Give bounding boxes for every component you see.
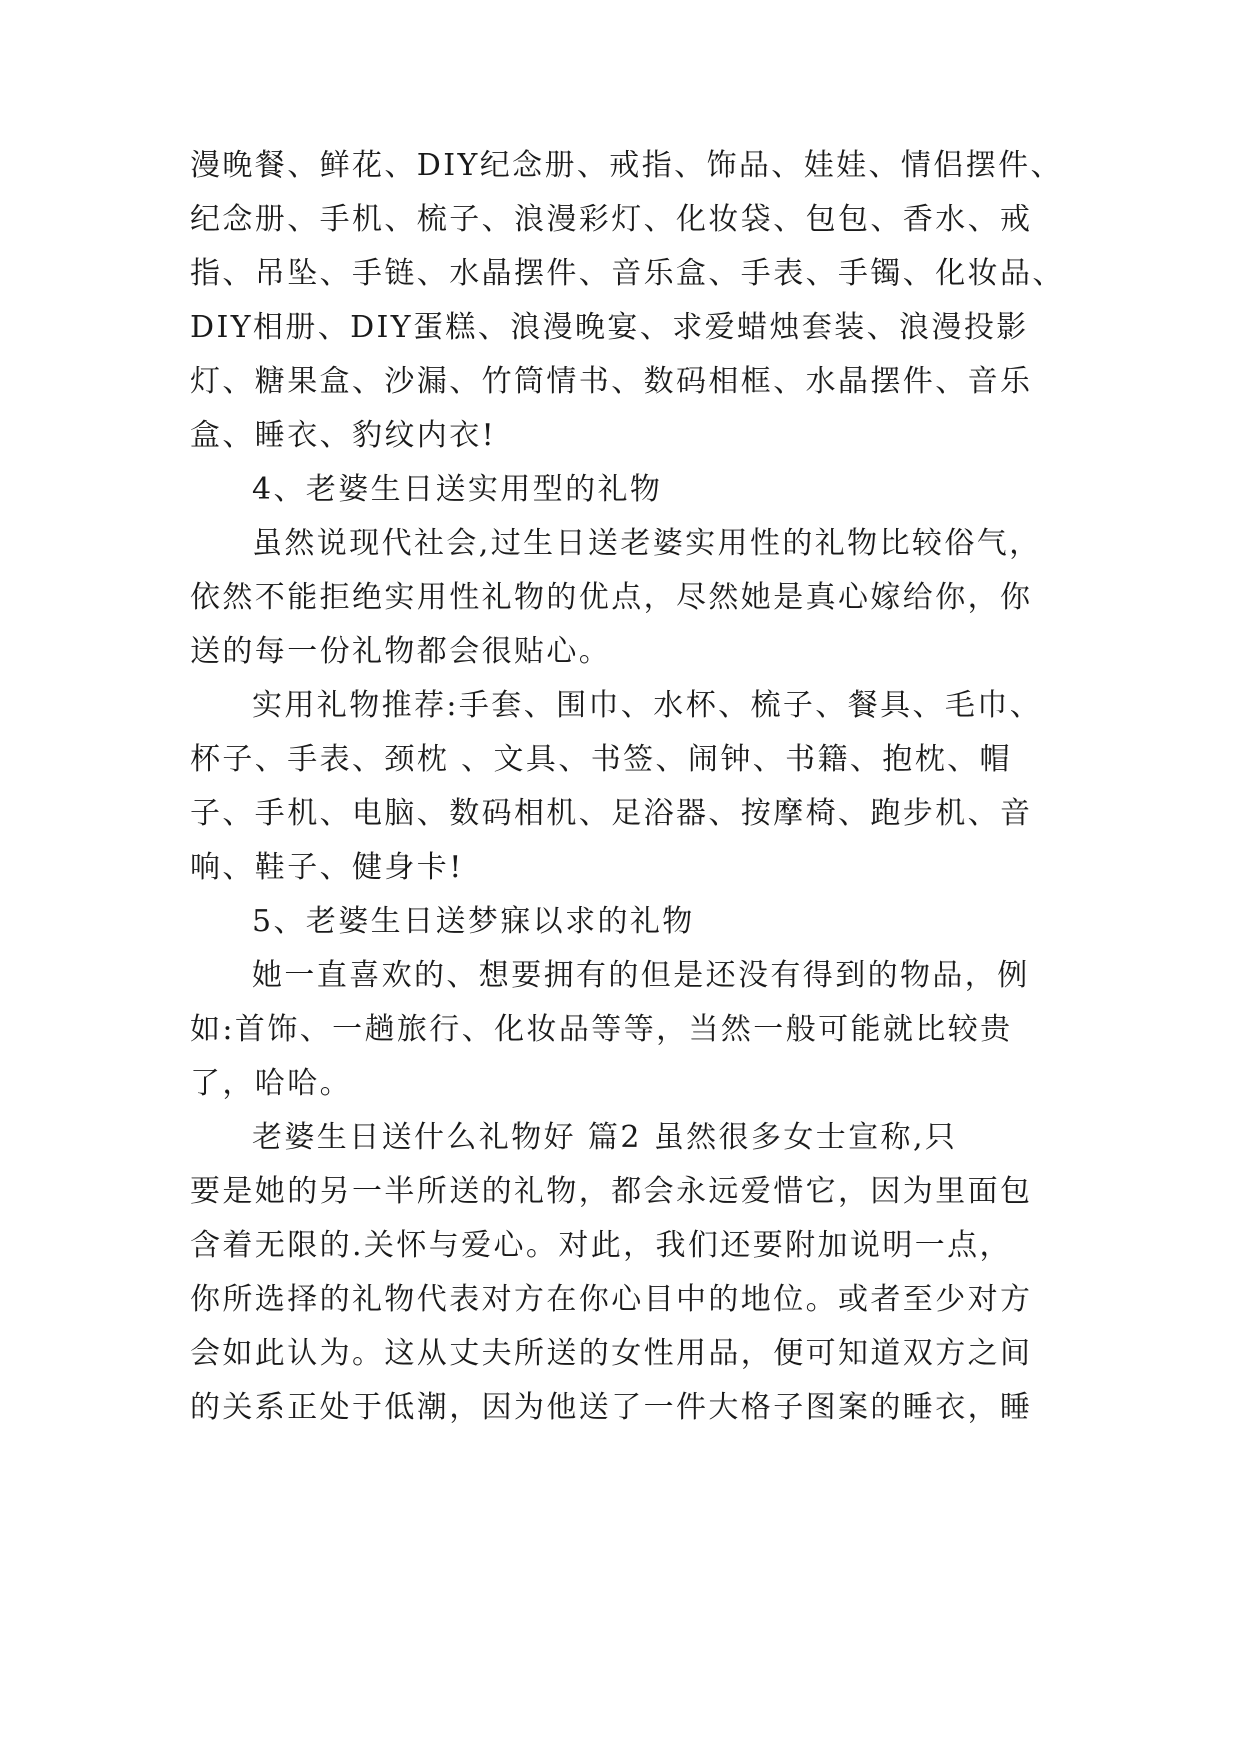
text-line: 含着无限的.关怀与爱心。对此，我们还要附加说明一点， [190, 1228, 1012, 1263]
section-heading: 4、老婆生日送实用型的礼物 [252, 472, 663, 507]
text-line: 盒、睡衣、豹纹内衣! [190, 418, 497, 453]
text-line: 了，哈哈。 [190, 1066, 352, 1101]
text-line: 的关系正处于低潮，因为他送了一件大格子图案的睡衣，睡 [190, 1390, 1033, 1425]
text-line: 灯、糖果盒、沙漏、竹筒情书、数码相框、水晶摆件、音乐 [190, 364, 1033, 399]
text-line: 指、吊坠、手链、水晶摆件、音乐盒、手表、手镯、化妆品、 [190, 256, 1065, 291]
text-line: 杯子、手表、颈枕 、文具、书签、闹钟、书籍、抱枕、帽 [190, 742, 1012, 777]
text-line: 子、手机、电脑、数码相机、足浴器、按摩椅、跑步机、音 [190, 796, 1033, 831]
text-line: 实用礼物推荐:手套、围巾、水杯、梳子、餐具、毛巾、 [252, 688, 1043, 723]
text-line: 会如此认为。这从丈夫所送的女性用品，便可知道双方之间 [190, 1336, 1033, 1371]
text-line: 老婆生日送什么礼物好 篇2 虽然很多女士宣称,只 [252, 1120, 958, 1155]
text-line: 响、鞋子、健身卡! [190, 850, 464, 885]
text-line: 你所选择的礼物代表对方在你心目中的地位。或者至少对方 [190, 1282, 1033, 1317]
text-line: 如:首饰、一趟旅行、化妆品等等，当然一般可能就比较贵 [190, 1012, 1013, 1047]
text-line: 送的每一份礼物都会很贴心。 [190, 634, 612, 669]
text-line: DIY相册、DIY蛋糕、浪漫晚宴、求爱蜡烛套装、浪漫投影 [190, 310, 1029, 345]
text-line: 依然不能拒绝实用性礼物的优点，尽然她是真心嫁给你，你 [190, 580, 1033, 615]
section-heading: 5、老婆生日送梦寐以求的礼物 [252, 904, 695, 939]
text-line: 虽然说现代社会,过生日送老婆实用性的礼物比较俗气， [252, 526, 1042, 561]
text-line: 纪念册、手机、梳子、浪漫彩灯、化妆袋、包包、香水、戒 [190, 202, 1033, 237]
text-line: 她一直喜欢的、想要拥有的但是还没有得到的物品，例 [252, 958, 1030, 993]
text-line: 要是她的另一半所送的礼物，都会永远爱惜它，因为里面包 [190, 1174, 1033, 1209]
text-line: 漫晚餐、鲜花、DIY纪念册、戒指、饰品、娃娃、情侣摆件、 [190, 148, 1063, 183]
